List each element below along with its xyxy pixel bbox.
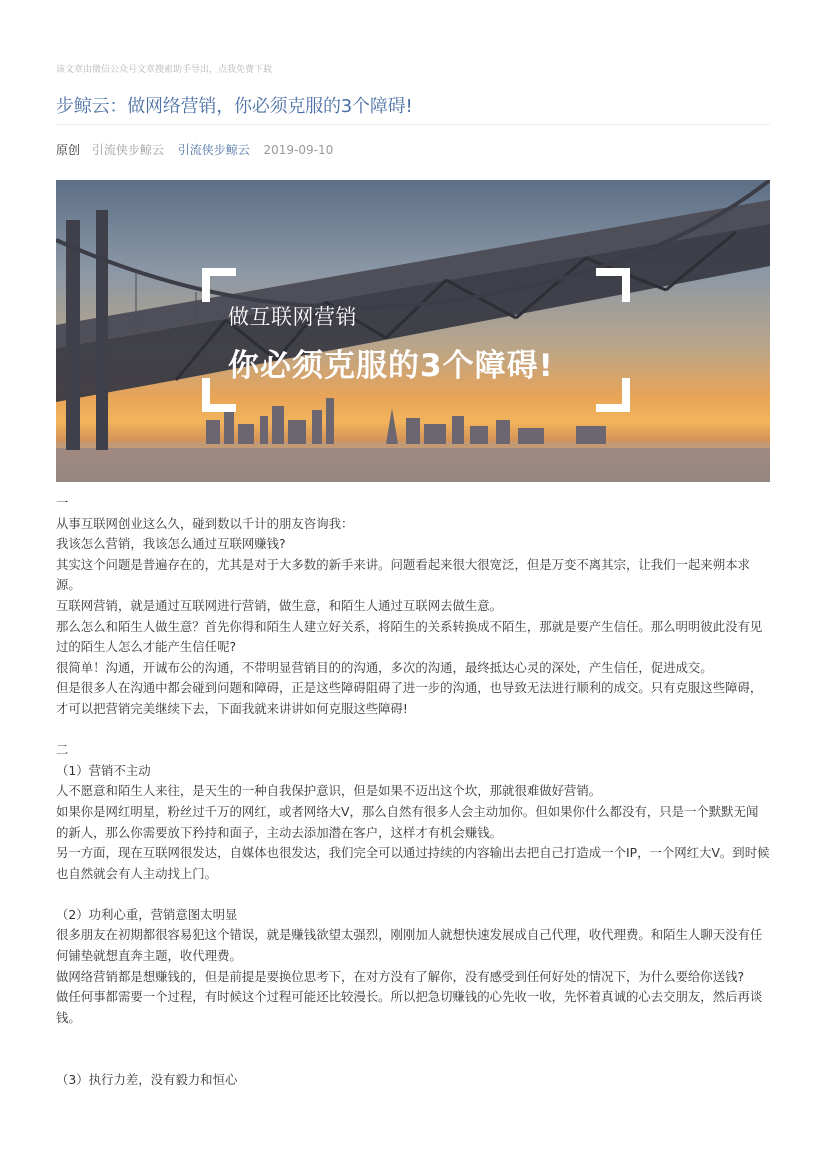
export-notice-link[interactable]: 该文章由微信公众号文章搜索助手导出，点我免费下载	[56, 65, 273, 75]
banner-subtitle: 做互联网营销	[228, 305, 357, 329]
paragraph: 那么怎么和陌生人做生意？首先你得和陌生人建立好关系，将陌生的关系转换成不陌生，那就是要产生信任。那么明明彼此没有见过的陌生人怎么才能产生信任呢?	[56, 618, 763, 655]
subheading: （1）营销不主动	[56, 762, 151, 778]
paragraph: 做网络营销都是想赚钱的，但是前提是要换位思考下，在对方没有了解你，没有感受到任何好处的情况下，为什么要给你送钱?	[56, 968, 745, 984]
paragraph: 我该怎么营销，我该怎么通过互联网赚钱?	[56, 536, 286, 552]
paragraph: 如果你是网红明星，粉丝过千万的网红，或者网络大V，那么自然有很多人会主动加你。但如果你什么都没有，只是一个默默无闻的新人，那么你需要放下矜持和面子，主动去添加潜在客户，这样才有机会赚钱。	[56, 803, 759, 840]
corner-bracket-top-right-icon	[596, 268, 630, 302]
paragraph: 但是很多人在沟通中都会碰到问题和障碍，正是这些障碍阻碍了进一步的沟通，也导致无法进行顺利的成交。只有克服这些障碍，才可以把营销完美继续下去，下面我就来讲讲如何克服这些障碍!	[56, 680, 763, 716]
corner-bracket-bottom-right-icon	[596, 378, 630, 412]
banner-headline: 你必须克服的3个障碍!	[228, 348, 554, 384]
section-marker: 二	[56, 742, 69, 758]
author-name: 引流侠步鲸云	[91, 143, 164, 157]
article-title: 步鲸云：做网络营销，你必须克服的3个障碍!	[56, 96, 413, 117]
bridge-illustration	[56, 180, 770, 482]
paragraph: 另一方面，现在互联网很发达，自媒体也很发达，我们完全可以通过持续的内容输出去把自己打造成一个IP，一个网红大V。到时候也自然就会有人主动找上门。	[56, 845, 770, 881]
paragraph: 其实这个问题是普遍存在的，尤其是对于大多数的新手来讲。问题看起来很大很宽泛，但是万变不离其宗，让我们一起来朔本求源。	[56, 556, 750, 593]
publish-date: 2019-09-10	[263, 143, 334, 157]
paragraph: 做任何事都需要一个过程，有时候这个过程可能还比较漫长。所以把急切赚钱的心先收一收，先怀着真诚的心去交朋友，然后再谈钱。	[56, 989, 763, 1025]
corner-bracket-top-left-icon	[202, 268, 236, 302]
original-badge: 原创	[56, 143, 81, 157]
paragraph: 很多朋友在初期都很容易犯这个错误，就是赚钱欲望太强烈，刚刚加人就想快速发展成自己代理，收代理费。和陌生人聊天没有任何铺垫就想直奔主题，收代理费。	[56, 927, 763, 964]
title-divider	[56, 124, 770, 125]
subheading: （2）功利心重，营销意图太明显	[56, 906, 238, 922]
subheading: （3）执行力差，没有毅力和恒心	[56, 1071, 238, 1087]
paragraph: 互联网营销，就是通过互联网进行营销，做生意，和陌生人通过互联网去做生意。	[56, 597, 503, 613]
paragraph: 很简单！沟通，开诚布公的沟通，不带明显营销目的的沟通，多次的沟通，最终抵达心灵的深处，产生信任，促进成交。	[56, 659, 713, 675]
paragraph: 人不愿意和陌生人来往，是天生的一种自我保护意识，但是如果不迈出这个坎，那就很难做好营销。	[56, 783, 602, 799]
article-meta	[56, 141, 333, 158]
section-marker: 一	[56, 495, 69, 510]
paragraph: 从事互联网创业这么久，碰到数以千计的朋友咨询我：	[56, 515, 354, 531]
banner-image	[56, 180, 770, 482]
article-body	[56, 493, 770, 1090]
account-link[interactable]: 引流侠步鲸云	[177, 143, 250, 157]
